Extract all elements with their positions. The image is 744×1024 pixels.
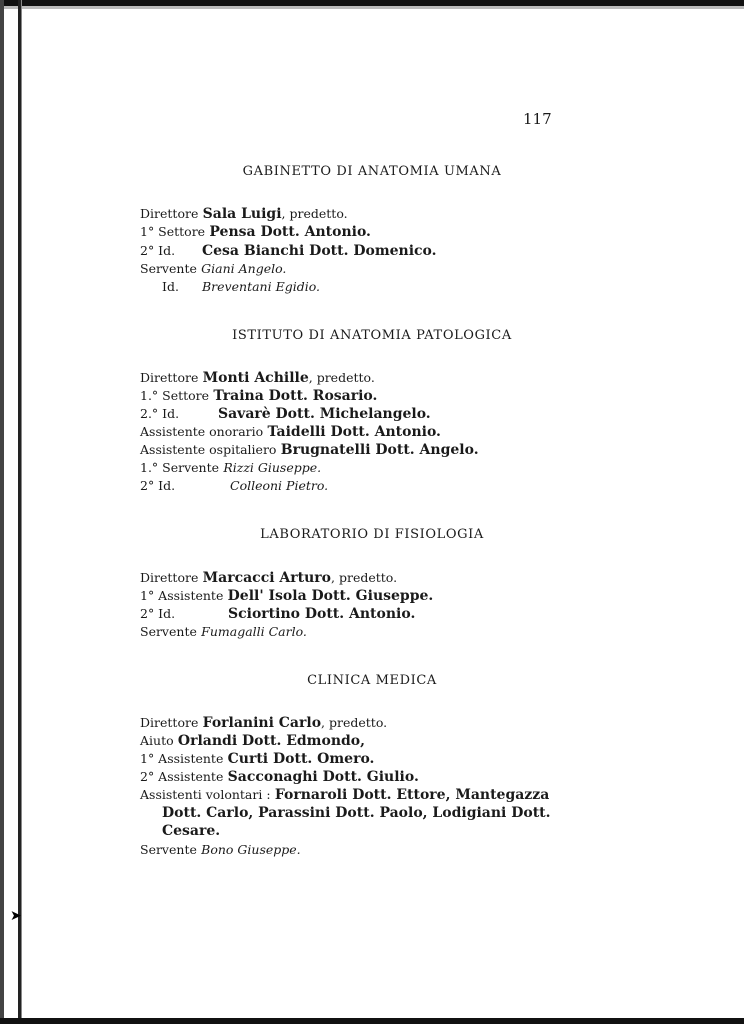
section-title-text: LABORATORIO DI FISIOLOGIA [260, 527, 484, 542]
staff-line [140, 787, 549, 803]
staff-role: Assistente ospitaliero [140, 442, 277, 457]
staff-role: Assistente onorario [140, 424, 264, 439]
section-title-clinica-medica [0, 673, 744, 688]
staff-line [140, 624, 307, 640]
staff-role: Direttore [140, 206, 199, 221]
staff-note: , predetto. [321, 715, 388, 730]
staff-name: Forlanini Carlo [202, 715, 322, 731]
staff-role: 1.° Servente [140, 460, 220, 475]
staff-line [140, 460, 321, 476]
top-scan-shadow [0, 6, 744, 9]
staff-role: 2° Id. [140, 606, 176, 621]
bottom-scan-edge [0, 1018, 744, 1024]
staff-name: Savarè Dott. Michelangelo. [218, 406, 431, 422]
staff-line [140, 442, 479, 458]
staff-role: 1° Settore [140, 224, 206, 239]
staff-name: Orlandi Dott. Edmondo, [177, 733, 365, 749]
section-title-fisiologia [0, 527, 744, 542]
staff-line [140, 424, 441, 440]
left-scan-edge [0, 0, 4, 1024]
staff-name: Breventani Egidio. [202, 279, 320, 294]
staff-line [140, 261, 286, 277]
staff-line [140, 842, 301, 858]
staff-name: Curti Dott. Omero. [227, 751, 375, 767]
binding-gutter-shadow [21, 0, 22, 1024]
staff-role: 2° Id. [140, 243, 176, 258]
section-title-text: ISTITUTO DI ANATOMIA PATOLOGICA [232, 328, 512, 343]
staff-name: Dott. Carlo, Parassini Dott. Paolo, Lodigiani Dott. [162, 805, 551, 821]
staff-line [140, 243, 437, 259]
staff-note: , predetto. [308, 370, 375, 385]
staff-name: Fumagalli Carlo. [201, 624, 307, 639]
staff-line [140, 370, 375, 386]
margin-arrow-mark: ➤ [10, 908, 22, 924]
staff-name: Colleoni Pietro. [230, 478, 329, 493]
staff-name: Bono Giuseppe. [201, 842, 301, 857]
staff-role: Servente [140, 624, 197, 639]
staff-role: Direttore [140, 715, 199, 730]
staff-name: Traina Dott. Rosario. [213, 388, 378, 404]
staff-line-continued [162, 805, 551, 821]
staff-name: Marcacci Arturo [202, 570, 332, 586]
staff-role: 1° Assistente [140, 751, 224, 766]
staff-role: Assistenti volontari : [140, 787, 271, 802]
staff-name: Brugnatelli Dott. Angelo. [280, 442, 479, 458]
staff-name: Pensa Dott. Antonio. [209, 224, 371, 240]
staff-line-continued [162, 823, 220, 839]
staff-line [140, 588, 433, 604]
staff-name: Sacconaghi Dott. Giulio. [227, 769, 419, 785]
staff-role: 2° Id. [140, 478, 176, 493]
staff-line [162, 279, 320, 295]
staff-line [140, 206, 348, 222]
staff-name: Taidelli Dott. Antonio. [267, 424, 441, 440]
staff-name: Sala Luigi [202, 206, 282, 222]
staff-role: Id. [162, 279, 179, 294]
staff-name: Cesare. [162, 823, 221, 839]
staff-name: Dell' Isola Dott. Giuseppe. [227, 588, 434, 604]
staff-name: Monti Achille [202, 370, 309, 386]
staff-line [140, 570, 397, 586]
staff-role: Aiuto [140, 733, 174, 748]
staff-role: Servente [140, 842, 197, 857]
section-title-text: CLINICA MEDICA [307, 673, 437, 688]
staff-line [140, 751, 374, 767]
staff-line [140, 733, 365, 749]
staff-role: 2.° Id. [140, 406, 180, 421]
staff-role: Direttore [140, 370, 199, 385]
staff-role: 2° Assistente [140, 769, 224, 784]
section-title-anatomia-umana [0, 164, 744, 179]
staff-line [140, 388, 377, 404]
staff-name: Sciortino Dott. Antonio. [228, 606, 416, 622]
staff-line [140, 224, 371, 240]
staff-line [140, 769, 419, 785]
staff-role: 1° Assistente [140, 588, 224, 603]
staff-note: , predetto. [331, 570, 398, 585]
staff-role: 1.° Settore [140, 388, 210, 403]
staff-line [140, 406, 431, 422]
staff-line [140, 715, 387, 731]
page-number: 117 [523, 110, 552, 128]
section-title-text: GABINETTO DI ANATOMIA UMANA [242, 164, 502, 179]
staff-role: Servente [140, 261, 197, 276]
staff-line [140, 606, 415, 622]
section-title-anatomia-patologica [0, 328, 744, 343]
staff-name: Giani Angelo. [201, 261, 287, 276]
staff-name: Fornaroli Dott. Ettore, Mantegazza [274, 787, 550, 803]
staff-name: Cesa Bianchi Dott. Domenico. [202, 243, 437, 259]
staff-name: Rizzi Giuseppe. [223, 460, 322, 475]
staff-line [140, 478, 328, 494]
staff-role: Direttore [140, 570, 199, 585]
staff-note: , predetto. [281, 206, 348, 221]
